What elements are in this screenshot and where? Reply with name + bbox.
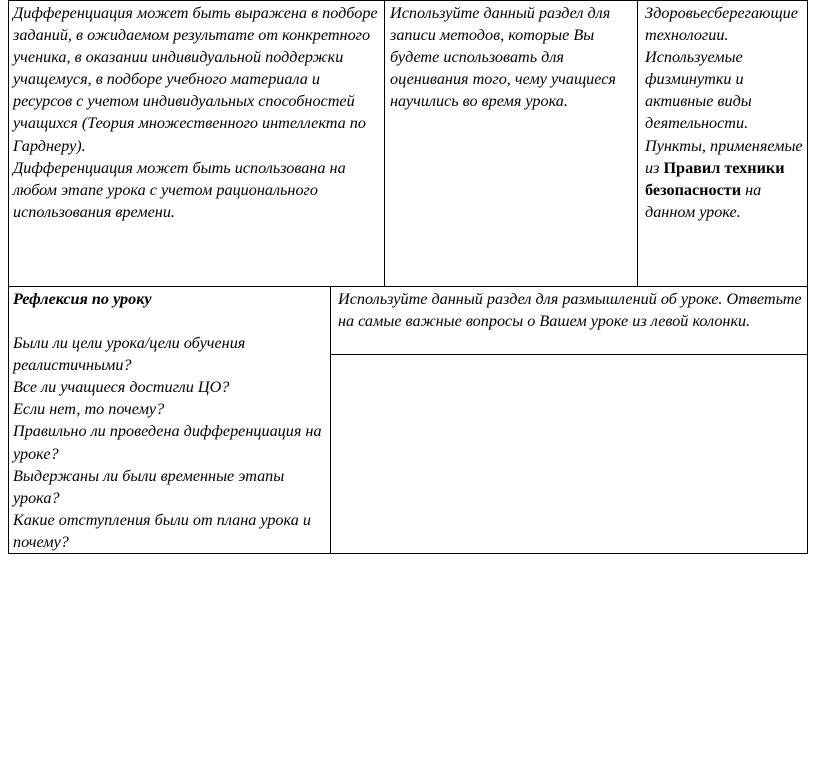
assessment-cell [384, 0, 637, 286]
table-border-right [807, 0, 808, 554]
assessment-text: Используйте данный раздел для записи методов, которые Вы будете использовать для оценивания того, чему учащиеся научились во время урока. [390, 4, 616, 111]
reflection-instructions-text: Используйте данный раздел для размышлений об уроке. Ответьте на самые важные вопросы о Вашем уроке из левой колонки. [338, 290, 802, 331]
reflection-question: Выдержаны ли были временные этапы урока? [13, 466, 285, 507]
reflection-title: Рефлексия по уроку [13, 290, 152, 308]
reflection-question: Если нет, то почему? [13, 400, 165, 419]
row-divider [8, 286, 808, 287]
safety-rules-text: Правил техники безопасности [645, 158, 785, 199]
reflection-question: Все ли учащиеся достигли ЦО? [13, 378, 230, 397]
differentiation-cell [8, 0, 384, 286]
table-border-left [8, 0, 9, 554]
health-cell [637, 0, 808, 286]
differentiation-text-2: Дифференциация может быть использована на любом этапе урока с учетом рационального использования времени. [13, 158, 346, 221]
reflection-question: Какие отступления были от плана урока и почему? [13, 510, 311, 551]
health-text [645, 2, 806, 223]
reflection-instructions-cell [330, 286, 808, 355]
reflection-question: Были ли цели урока/цели обучения реалистичными? [13, 334, 246, 375]
reflection-divider [330, 354, 808, 355]
table-border-top [8, 0, 808, 1]
column-divider-3 [330, 286, 331, 554]
column-divider-2 [637, 0, 638, 287]
table-border-bottom [8, 553, 808, 554]
health-text-after: на данном уроке. [645, 180, 762, 221]
lesson-plan-table [8, 0, 808, 554]
reflection-cell [8, 286, 330, 554]
reflection-question: Правильно ли проведена дифференциация на уроке? [13, 422, 322, 463]
health-text-before: Здоровьесберегающие технологии. Используемые физминутки и активные виды деятельности. Пункты, применяемые из [645, 4, 803, 177]
differentiation-text-1: Дифференциация может быть выражена в подборе заданий, в ожидаемом результате от конкретного ученика, в оказании индивидуальной поддержки учащемуся, в подборе учебного материала и ресурсов с учетом индивидуальных способностей учащихся (Теория множественного интеллекта по Гарднеру). [13, 4, 378, 155]
column-divider-1 [384, 0, 385, 287]
reflection-answers-cell[interactable] [330, 355, 808, 554]
